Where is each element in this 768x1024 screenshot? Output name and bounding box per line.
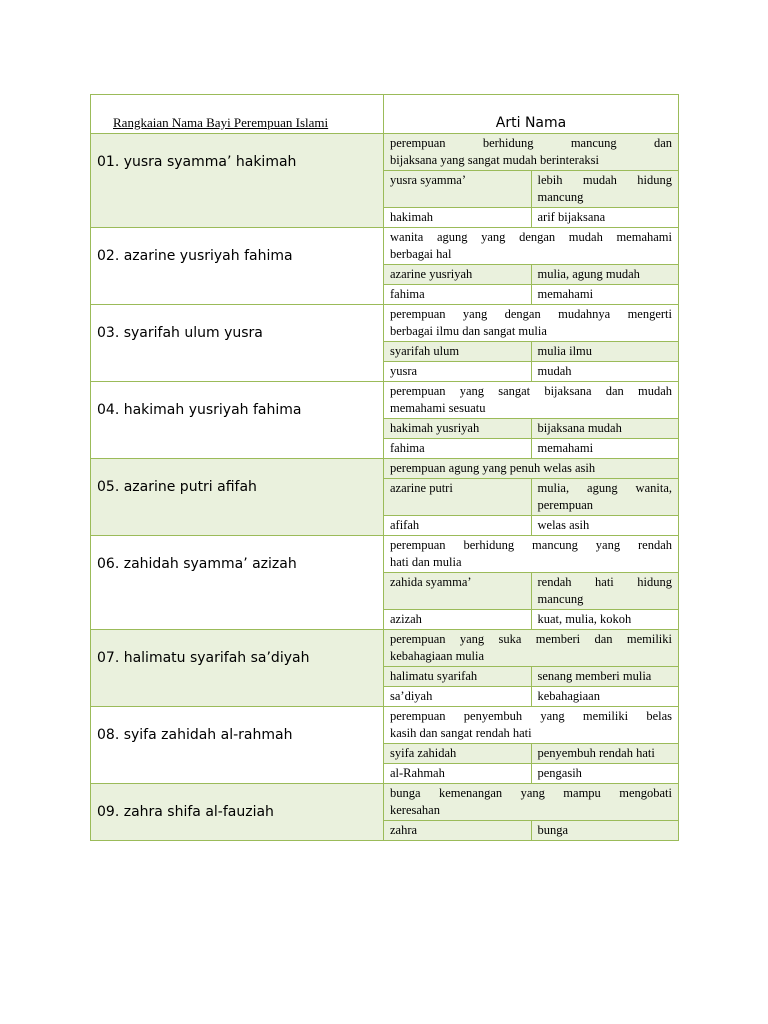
word-part-row	[384, 764, 678, 784]
name-combination: 03. syarifah ulum yusra	[91, 305, 384, 382]
word-meaning: mulia, agung wanita, perempuan	[531, 479, 678, 516]
name-row	[91, 536, 679, 630]
word-meaning: arif bijaksana	[531, 208, 678, 228]
meaning-breakdown	[384, 707, 678, 783]
word-part: hakimah	[384, 208, 531, 228]
name-row	[91, 459, 679, 536]
header-row	[91, 95, 679, 134]
word-meaning: bijaksana mudah	[531, 419, 678, 439]
meaning-detail	[384, 134, 679, 228]
word-meaning: mulia ilmu	[531, 342, 678, 362]
full-meaning	[384, 228, 678, 265]
word-meaning: lebih mudah hidung mancung	[531, 171, 678, 208]
word-part: azarine yusriyah	[384, 265, 531, 285]
meaning-detail	[384, 228, 679, 305]
name-combination: 08. syifa zahidah al-rahmah	[91, 707, 384, 784]
full-meaning	[384, 459, 678, 479]
names-table	[90, 94, 679, 841]
word-meaning: bunga	[531, 821, 678, 841]
word-part-row	[384, 573, 678, 610]
word-part: al-Rahmah	[384, 764, 531, 784]
meaning-breakdown	[384, 305, 678, 381]
word-meaning: memahami	[531, 439, 678, 459]
meaning-line: perempuan yang sangat bijaksana dan mudah	[390, 384, 672, 398]
name-combination: 04. hakimah yusriyah fahima	[91, 382, 384, 459]
full-meaning	[384, 382, 678, 419]
word-meaning: senang memberi mulia	[531, 667, 678, 687]
word-part: hakimah yusriyah	[384, 419, 531, 439]
word-part-row	[384, 610, 678, 630]
full-meaning	[384, 536, 678, 573]
meaning-breakdown	[384, 228, 678, 304]
meaning-detail	[384, 536, 679, 630]
meaning-line: keresahan	[390, 803, 440, 817]
meaning-breakdown	[384, 784, 678, 840]
word-part: azarine putri	[384, 479, 531, 516]
word-meaning: kuat, mulia, kokoh	[531, 610, 678, 630]
word-part: zahra	[384, 821, 531, 841]
meaning-breakdown	[384, 134, 678, 227]
word-part-row	[384, 667, 678, 687]
word-meaning: mudah	[531, 362, 678, 382]
word-part: yusra syamma’	[384, 171, 531, 208]
meaning-line: perempuan penyembuh yang memiliki belas	[390, 709, 672, 723]
word-part-row	[384, 821, 678, 841]
name-combination: 09. zahra shifa al-fauziah	[91, 784, 384, 841]
meaning-detail	[384, 305, 679, 382]
meaning-line: bijaksana yang sangat mudah berinteraksi	[390, 153, 599, 167]
meaning-detail	[384, 459, 679, 536]
name-row	[91, 134, 679, 228]
meaning-detail	[384, 382, 679, 459]
name-combination: 02. azarine yusriyah fahima	[91, 228, 384, 305]
name-row	[91, 305, 679, 382]
word-part-row	[384, 171, 678, 208]
word-meaning: memahami	[531, 285, 678, 305]
word-part-row	[384, 208, 678, 228]
meaning-line: perempuan yang dengan mudahnya mengerti	[390, 307, 672, 321]
word-part: sa’diyah	[384, 687, 531, 707]
word-part: azizah	[384, 610, 531, 630]
word-part-row	[384, 342, 678, 362]
header-meaning-column: Arti Nama	[384, 95, 679, 134]
full-meaning	[384, 134, 678, 171]
word-part: syifa zahidah	[384, 744, 531, 764]
meaning-line: bunga kemenangan yang mampu mengobati	[390, 786, 672, 800]
word-part: zahida syamma’	[384, 573, 531, 610]
word-part: fahima	[384, 439, 531, 459]
meaning-line: memahami sesuatu	[390, 401, 486, 415]
word-meaning: pengasih	[531, 764, 678, 784]
meaning-line: perempuan yang suka memberi dan memiliki	[390, 632, 672, 646]
word-meaning: penyembuh rendah hati	[531, 744, 678, 764]
word-meaning: welas asih	[531, 516, 678, 536]
full-meaning	[384, 630, 678, 667]
word-part-row	[384, 744, 678, 764]
word-part-row	[384, 687, 678, 707]
name-row	[91, 228, 679, 305]
meaning-detail	[384, 784, 679, 841]
meaning-line: berbagai ilmu dan sangat mulia	[390, 324, 547, 338]
meaning-breakdown	[384, 459, 678, 535]
word-meaning: rendah hati hidung mancung	[531, 573, 678, 610]
name-combination: 07. halimatu syarifah sa’diyah	[91, 630, 384, 707]
meaning-line: perempuan berhidung mancung yang rendah	[390, 538, 672, 552]
name-combination: 01. yusra syamma’ hakimah	[91, 134, 384, 228]
word-part: syarifah ulum	[384, 342, 531, 362]
meaning-breakdown	[384, 382, 678, 458]
name-row	[91, 382, 679, 459]
word-meaning: mulia, agung mudah	[531, 265, 678, 285]
meaning-line: perempuan agung yang penuh welas asih	[390, 461, 596, 475]
word-part-row	[384, 285, 678, 305]
word-part-row	[384, 265, 678, 285]
word-part-row	[384, 439, 678, 459]
full-meaning	[384, 707, 678, 744]
word-part: afifah	[384, 516, 531, 536]
meaning-breakdown	[384, 536, 678, 629]
meaning-line: hati dan mulia	[390, 555, 462, 569]
word-part-row	[384, 419, 678, 439]
header-name-column: Rangkaian Nama Bayi Perempuan Islami	[91, 95, 384, 134]
word-part: fahima	[384, 285, 531, 305]
name-combination: 06. zahidah syamma’ azizah	[91, 536, 384, 630]
meaning-detail	[384, 707, 679, 784]
name-row	[91, 707, 679, 784]
name-row	[91, 630, 679, 707]
meaning-line: perempuan berhidung mancung dan	[390, 136, 672, 150]
word-part: halimatu syarifah	[384, 667, 531, 687]
word-part-row	[384, 362, 678, 382]
full-meaning	[384, 784, 678, 821]
meaning-detail	[384, 630, 679, 707]
meaning-breakdown	[384, 630, 678, 706]
name-row	[91, 784, 679, 841]
word-part-row	[384, 479, 678, 516]
meaning-line: wanita agung yang dengan mudah memahami	[390, 230, 672, 244]
meaning-line: berbagai hal	[390, 247, 452, 261]
word-part-row	[384, 516, 678, 536]
meaning-line: kasih dan sangat rendah hati	[390, 726, 532, 740]
word-part: yusra	[384, 362, 531, 382]
meaning-line: kebahagiaan mulia	[390, 649, 485, 663]
full-meaning	[384, 305, 678, 342]
name-combination: 05. azarine putri afifah	[91, 459, 384, 536]
word-meaning: kebahagiaan	[531, 687, 678, 707]
